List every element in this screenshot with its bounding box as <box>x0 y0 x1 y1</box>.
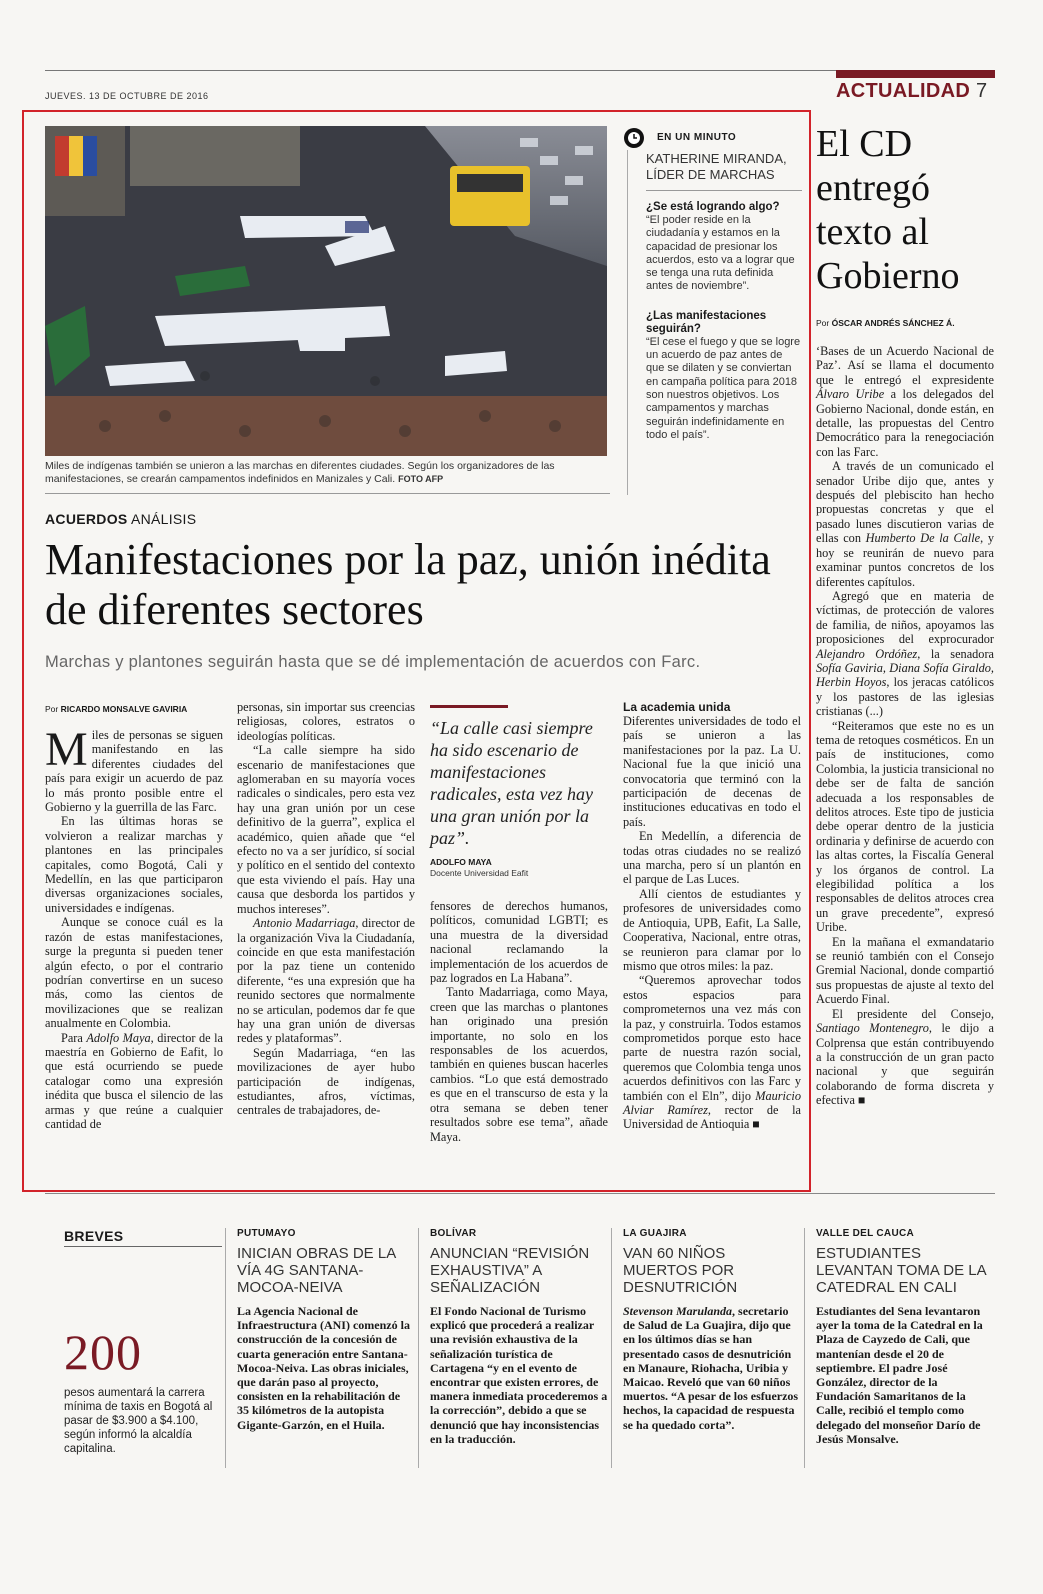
paragraph: iles de personas se siguen manifestando en las diferentes ciudades del país para exigir un acuerdo de paz lo más pronto posible entre el Gobierno y la guerrilla de las Farc. <box>45 728 223 815</box>
photo-credit: FOTO AFP <box>398 474 444 484</box>
article-column-3 <box>430 899 608 1144</box>
march-photo <box>45 126 607 456</box>
brief-title: INICIAN OBRAS DE LA VÍA 4G SANTANA-MOCOA-NEIVA <box>237 1245 396 1296</box>
interview-qa <box>646 201 802 442</box>
cd-byline: Por ÓSCAR ANDRÉS SÁNCHEZ Á. <box>816 318 955 328</box>
person-name: Mauricio Alviar Ramírez <box>623 1088 801 1117</box>
person-name: Alejandro Ordóñez <box>816 646 918 661</box>
paragraph: Allí cientos de estudiantes y profesores de universidades como de Antioquia, UPB, Eafit, La Salle, Cooperativa, Nacional, entre otras, se reunieron para clamar por lo mismo que otros miles: la paz. <box>623 886 801 973</box>
article-headline: Manifestaciones por la paz, unión inédita de diferentes sectores <box>45 535 771 634</box>
paragraph: ‘Bases de un Acuerdo Nacional de Paz’. Así se llama el documento que le entregó el expresidente Álvaro Uribe a los delegados del Gobierno Nacional, donde están, en detalle, las propuestas del Centro Democrático para la renegociación con las Farc. <box>816 344 994 459</box>
article-column-2 <box>237 700 415 1118</box>
person-name: Álvaro Uribe <box>816 387 885 402</box>
brief-region: LA GUAJIRA <box>623 1228 687 1239</box>
clock-icon <box>624 128 644 148</box>
interviewee-name: KATHERINE MIRANDA, LÍDER DE MARCHAS <box>646 151 787 182</box>
article-column-1 <box>45 723 223 1131</box>
person-name: Sofía Gaviria, Diana Sofía Giraldo, Herbin Hoyos <box>816 660 994 690</box>
brief-item <box>816 1228 994 1446</box>
paragraph: Antonio Madarriaga, director de la organización Viva la Ciudadanía, coincide en que esta manifestación por la paz tiene un contenido diferente, “es una expresión que ha reunido sectores que normalmente no se articulan, podemos dar fe que hay una gran unión de diversas redes y plataformas”. <box>237 916 415 1046</box>
brief-region: VALLE DEL CAUCA <box>816 1228 915 1239</box>
crowd-photo-illustration <box>45 126 607 456</box>
paragraph: “Queremos aprovechar todos estos espacios para comprometernos una vez más con la paz, y construirla. Todos estamos comprometidos porque esto hace parte de nuestra razón social, queremos que Colombia tenga unos acuerdos definitivos con las Farc y también con el Eln”, dijo Mauricio Alviar Ramírez, rector de la Universidad de Antioquia ■ <box>623 973 801 1132</box>
brief-item <box>623 1228 801 1432</box>
brief-item <box>430 1228 608 1446</box>
column-rule <box>627 150 628 495</box>
section-title <box>836 80 987 103</box>
quote-rule <box>430 705 508 708</box>
person-name: Stevenson Marulanda <box>623 1304 733 1318</box>
page-number: 7 <box>975 80 988 102</box>
cd-article-body <box>816 344 994 1108</box>
person-name: Antonio Madarriaga <box>253 916 356 931</box>
divider <box>45 493 610 494</box>
cd-headline: El CD entregó texto al Gobierno <box>816 123 960 297</box>
question-1: ¿Se está logrando algo? <box>646 201 780 213</box>
paragraph: “Reiteramos que este no es un tema de retoques cosméticos. En un país de instituciones, como Colombia, la justicia transicional no debe ser de falta de sanción adecuada a los responsables de delitos atroces. Este tipo de justicia debe operar dentro de la justicia ordinaria y definirse de acuerdo con las altas cortes, la Fiscalía General y los órganos de control. La elegibilidad política a los responsables de delitos atroces crea un grave precedente”, expresó Uribe. <box>816 718 994 935</box>
column-rule <box>225 1228 226 1468</box>
paragraph: Diferentes universidades de todo el país se unieron a las manifestaciones por la paz. La U. Nacional fue la que inició una convocatoria que terminó con la participación de decenas de instituciones educativas en todo el país. <box>623 714 801 829</box>
paragraph: fensores de derechos humanos, políticos, comunidad LGBTI; es una muestra de la diversidad nacional reclamando la implementación de los acuerdos de paz logrados en La Habana”. <box>430 899 608 986</box>
paragraph: A través de un comunicado el senador Uribe dijo que, antes y después del plebiscito han hecho propuestas concretas y que el pasado lunes discutieron varias de ellas con Humberto De la Calle, y hoy se reunirán de nuevo para examinar puntos concretos de los diferentes capítulos. <box>816 459 995 589</box>
subheading: La academia unida <box>623 700 731 714</box>
en-un-minuto-label: EN UN MINUTO <box>657 132 737 143</box>
person-name: Adolfo Maya <box>86 1030 151 1045</box>
big-number-text: pesos aumentará la carrera mínima de taxis en Bogotá al pasar de $3.900 a $4.100, según informó la alcaldía capitalina. <box>64 1387 213 1455</box>
brief-title: ANUNCIAN “REVISIÓN EXHAUSTIVA” A SEÑALIZACIÓN <box>430 1245 590 1296</box>
big-number: 200 <box>64 1324 142 1380</box>
article-deck: Marchas y plantones seguirán hasta que se dé implementación de acuerdos con Farc. <box>45 653 701 671</box>
divider <box>64 1246 222 1247</box>
breves-label: BREVES <box>64 1228 124 1244</box>
photo-caption <box>45 460 610 486</box>
paragraph: En la mañana el exmandatario se reunió también con el Consejo Gremial Nacional, donde compartió sus propuestas de ajuste al texto del Acuerdo Final. <box>816 934 994 1007</box>
brief-body: Stevenson Marulanda, secretario de Salud de La Guajira, dijo que en los últimos días se han presentado casos de desnutrición en Manaure, Riohacha, Uribia y Maicao. Reveló que van 60 niños muertos. “A pesar de los esfuerzos hechos, la capacidad de respuesta se ha quedado corta”. <box>623 1304 799 1432</box>
column-rule <box>611 1228 612 1468</box>
column-rule <box>804 1228 805 1468</box>
person-name: Santiago Montenegro <box>816 1021 929 1036</box>
byline-author: ÓSCAR ANDRÉS SÁNCHEZ Á. <box>831 318 955 328</box>
paragraph: En las últimas horas se volvieron a realizar marchas y plantones en las principales capitales, como Bogotá, Cali y Medellín, en las que participaron diversas organizaciones sociales, universidades e indígenas. <box>45 814 223 915</box>
pull-quote-author: ADOLFO MAYA <box>430 857 492 867</box>
paragraph: personas, sin importar sus creencias religiosas, colores, estratos o ideologías políticas. <box>237 700 415 743</box>
column-rule <box>418 1228 419 1468</box>
divider <box>45 1193 995 1194</box>
paragraph: En Medellín, a diferencia de todas otras ciudades no se realizó una marcha, pero sí un plantón en el parque de Las Luces. <box>623 829 801 887</box>
brief-item <box>237 1228 415 1432</box>
paragraph: Para Adolfo Maya, director de la maestría en Gobierno de Eafit, lo que está ocurriendo se puede catalogar como una expresión inédita que busca el silencio de las armas y que reúne a cualquier cantidad de <box>45 1030 223 1131</box>
paragraph: “La calle siempre ha sido escenario de manifestaciones que aglomeraban en su mayoría voces radicales o sindicales, pero esta vez hay una gran unión por un cese definitivo de la guerra”, explica el académico, quien añade que “el efecto no va a ser jurídico, sí social y político en el sentido del contexto que esta viviendo el país. Hay una causa que desborda los partidos y muchos intereses”. <box>237 743 415 916</box>
pull-quote: “La calle casi siempre ha sido escenario de manifestaciones radicales, esta vez hay una gran unión por la paz”. <box>430 718 593 848</box>
brief-region: PUTUMAYO <box>237 1228 296 1239</box>
paragraph: Según Madarriaga, “en las movilizaciones de ayer hubo participación de indígenas, estudiantes, afros, víctimas, centrales de trabajadores, de- <box>237 1045 415 1118</box>
byline-author: RICARDO MONSALVE GAVIRIA <box>60 704 188 714</box>
article-kicker <box>45 511 196 527</box>
paragraph: Agregó que en materia de víctimas, de protección de valores de familia, de niños, apoyamos las proposiciones del exprocurador Alejandro Ordóñez, la senadora Sofía Gaviria, Diana Sofía Giraldo, Herbin Hoyos, los jeracas católicos y los pastores de las iglesias cristianas (...) <box>816 588 995 719</box>
paragraph: Tanto Madarriaga, como Maya, creen que las marchas o plantones han originado una presión importante, no solo en los responsables de los acuerdos, también en quienes buscan hacerles cambios. “Lo que está demostrado es que en el transcurso de esta y la otra semana se deben tener resultados sobre ese tema”, añade Maya. <box>430 985 608 1144</box>
drop-cap: M <box>45 723 88 776</box>
section-bar <box>836 70 995 78</box>
person-name: Humberto De la Calle <box>865 531 981 546</box>
brief-title: VAN 60 NIÑOS MUERTOS POR DESNUTRICIÓN <box>623 1245 738 1296</box>
kicker-topic: ACUERDOS <box>45 511 128 527</box>
kicker-type: ANÁLISIS <box>130 511 197 527</box>
paragraph: El presidente del Consejo, Santiago Montenegro, le dijo a Colprensa que están contribuyendo a la construcción de un gran pacto nacional y que seguirán colaborando de forma discreta y efectiva ■ <box>816 1006 994 1108</box>
page-date: JUEVES. 13 DE OCTUBRE DE 2016 <box>45 91 209 101</box>
caption-text: Miles de indígenas también se unieron a las marchas en diferentes ciudades. Según los organizadores de las manifestaciones, se crearán campamentos indefinidos en Manizales y Cali. <box>45 460 555 485</box>
answer-2: “El cese el fuego y que se logre un acuerdo de paz antes de que se dilaten y se conviertan en campaña política para 2018 son nuestros objetivos. Los campamentos y marchas seguirán indefinidamente en todo el país”. <box>646 335 801 441</box>
brief-body: El Fondo Nacional de Turismo explicó que procederá a realizar una revisión exhaustiva de la señalización turística de Cartagena “y en el evento de encontrar que existen errores, de manera inmediata procederemos a la corrección”, debido a que se denunció que hay inconsistencias en la traducción. <box>430 1304 608 1446</box>
byline-prefix: Por <box>45 704 59 714</box>
article-byline <box>45 704 187 714</box>
paragraph: Aunque se conoce cuál es la razón de estas manifestaciones, surge la pregunta si pueden tener algún efecto, o por el contrario podrían convertirse en un suceso más, como las cientos de movilizaciones que se realizan anualmente en Colombia. <box>45 915 223 1031</box>
section-name: ACTUALIDAD <box>836 80 971 102</box>
answer-1: “El poder reside en la ciudadanía y estamos en la capacidad de presionar los acuerdos, esto va a lograr que se tenga una ruta definida antes de noviembre”. <box>646 214 795 293</box>
brief-body: La Agencia Nacional de Infraestructura (ANI) comenzó la construcción de la concesión de cuarta generación entre Santana-Mocoa-Neiva. Las obras iniciales, que darán paso al proyecto, consisten en la rehabilitación de 35 kilómetros de la autopista Gigante-Garzón, en el Huila. <box>237 1304 410 1432</box>
brief-body: Estudiantes del Sena levantaron ayer la toma de la Catedral en la Plaza de Cayzedo de Cali, que mantenían desde el 20 de septiembre. El padre José González, director de la Fundación Samaritanos de la Calle, recibió el templo como delegado del monseñor Darío de Jesús Monsalve. <box>816 1304 983 1446</box>
divider <box>646 190 802 191</box>
pull-quote-role: Docente Universidad Eafit <box>430 868 529 878</box>
brief-region: BOLÍVAR <box>430 1228 477 1239</box>
article-column-4 <box>623 714 801 1132</box>
question-2: ¿Las manifestaciones seguirán? <box>646 309 767 335</box>
brief-title: ESTUDIANTES LEVANTAN TOMA DE LA CATEDRAL EN CALI <box>816 1245 986 1296</box>
